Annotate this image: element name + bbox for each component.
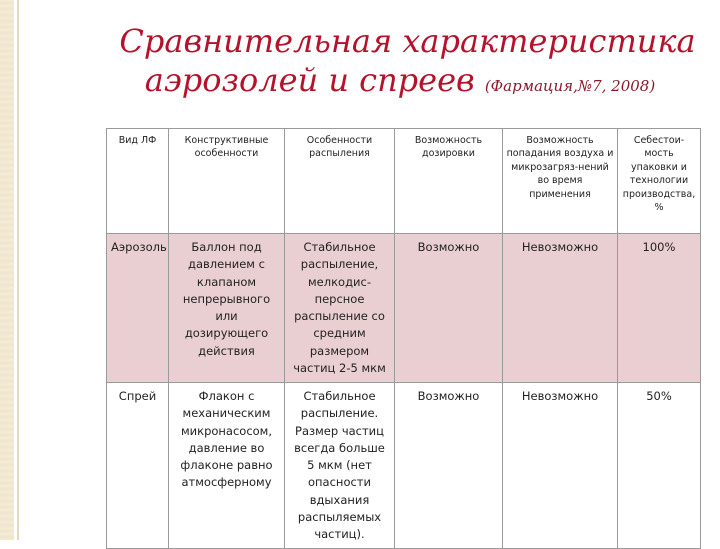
header-cost: Себестои-мость упаковки и технологии производства, % [618, 129, 701, 234]
title-source: (Фармация,№7, 2008) [484, 77, 656, 96]
table-cell: Возможно [395, 234, 503, 383]
header-design-features: Конструктивные особенности [169, 129, 285, 234]
table-cell: 100% [618, 234, 701, 383]
comparison-table [106, 128, 701, 549]
title-line-2-text: аэрозолей и спреев [144, 61, 475, 100]
header-form-type: Вид ЛФ [107, 129, 169, 234]
table-cell: Стабильное распыление, мелкодис-персное распыление со средним размером частиц 2-5 мкм [285, 234, 395, 383]
table-cell: Невозможно [503, 383, 618, 549]
table-cell: Возможно [395, 383, 503, 549]
table-cell: Невозможно [503, 234, 618, 383]
table-cell: Флакон с механическим микронасосом, давление во флаконе равно атмосферному [169, 383, 285, 549]
table-header-row [107, 129, 701, 234]
header-dosing: Возможность дозировки [395, 129, 503, 234]
slide-title [0, 22, 720, 100]
table-cell: 50% [618, 383, 701, 549]
header-contamination: Возможность попадания воздуха и микрозагряз-нений во время применения [503, 129, 618, 234]
header-spray-features: Особенности распыления [285, 129, 395, 234]
table-row-spray [107, 383, 701, 549]
table-cell: Аэрозоль [107, 234, 169, 383]
table-cell: Стабильное распыление. Размер частиц всегда больше 5 мкм (нет опасности вдыхания распыляемых частиц). [285, 383, 395, 549]
table-row-aerosol [107, 234, 701, 383]
table-cell: Спрей [107, 383, 169, 549]
table-cell: Баллон под давлением с клапаном непрерывного или дозирующего действия [169, 234, 285, 383]
title-line-2 [0, 61, 720, 100]
title-line-1: Сравнительная характеристика [119, 22, 696, 60]
